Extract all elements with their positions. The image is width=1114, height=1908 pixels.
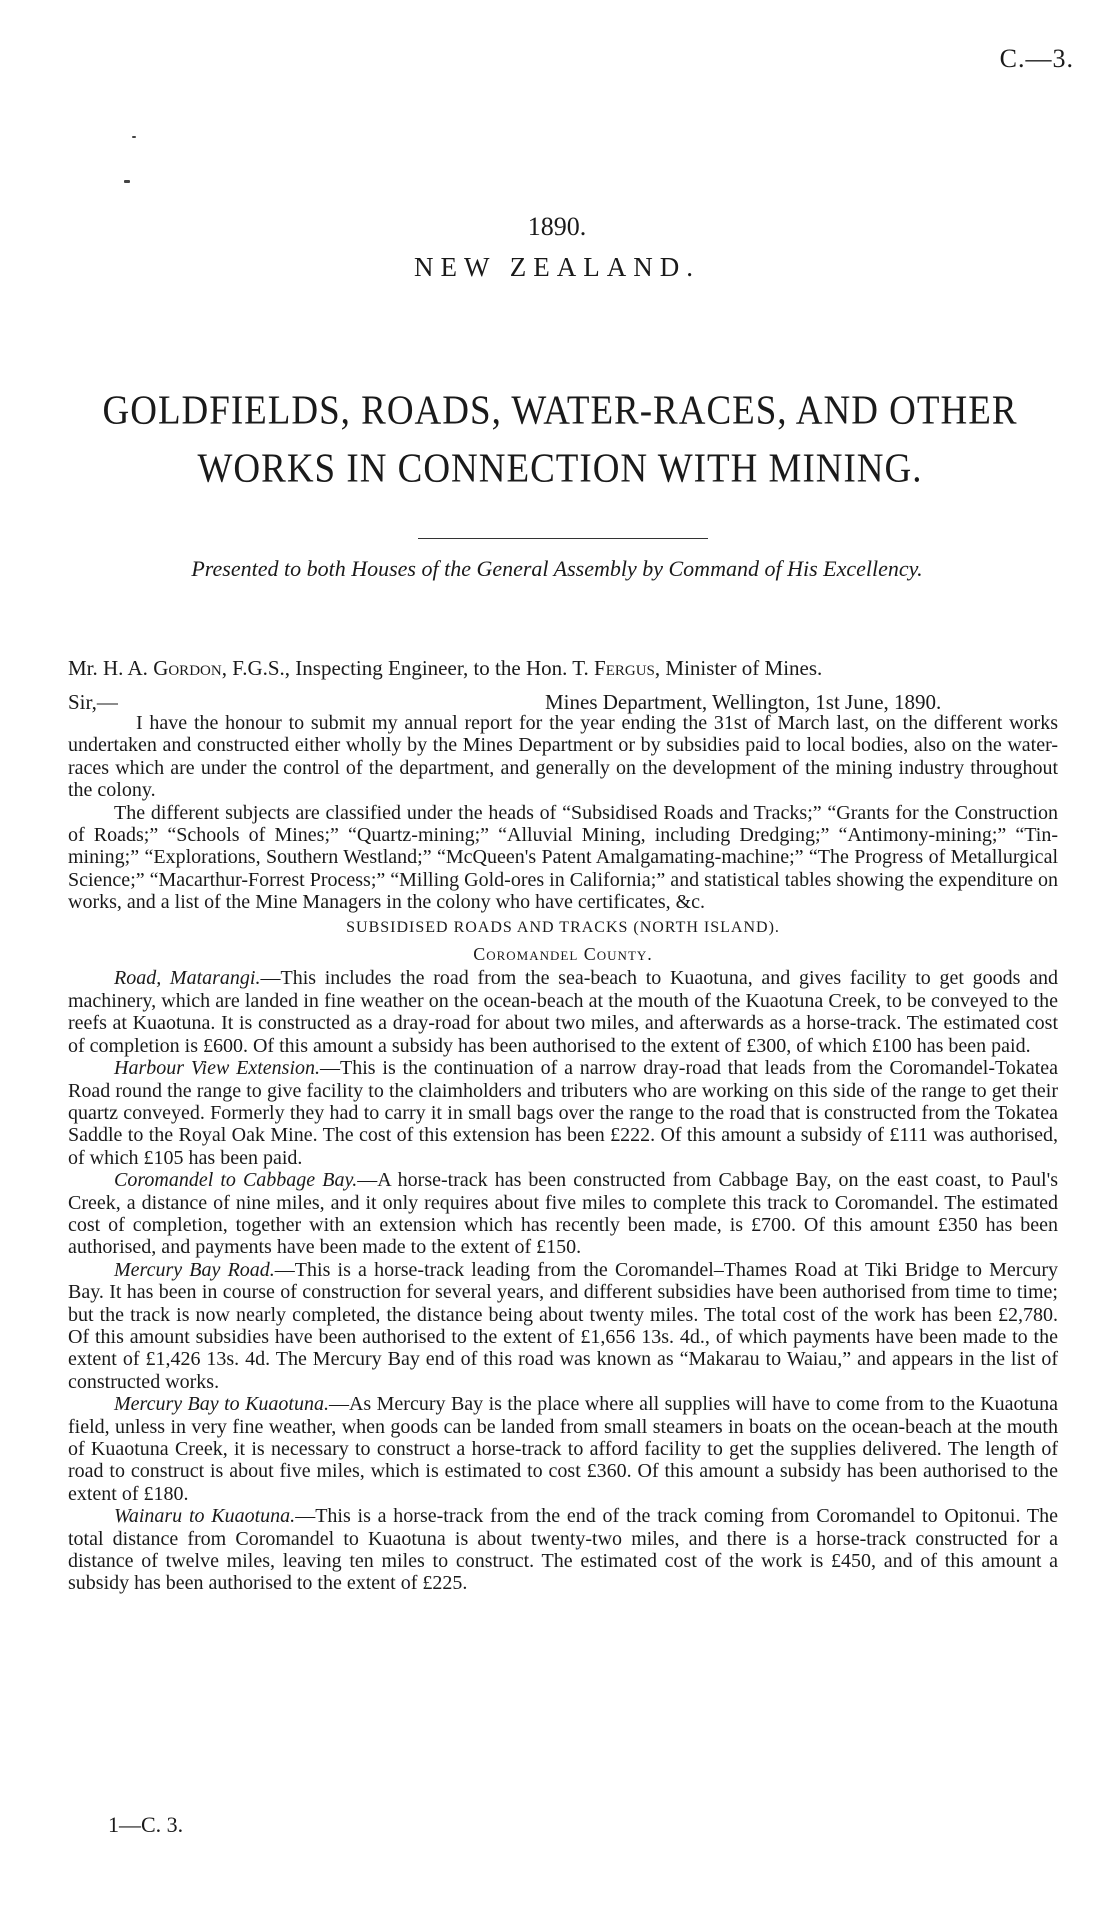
speck-mark bbox=[132, 136, 136, 138]
item-title: Wainaru to Kuaotuna. bbox=[114, 1505, 296, 1528]
item-title: Road, Matarangi. bbox=[114, 967, 261, 990]
section-heading: SUBSIDISED ROADS AND TRACKS (NORTH ISLAND). bbox=[346, 918, 780, 936]
item-text: —As Mercury Bay is the place where all supplies will have to come from to the Kuaotuna field, unless in very fine weather, when goods can be landed from small steamers in boats on the ocean-beach at the mouth of Kuaotuna Creek, it is necessary to construct a horse-track to afford facility to get the supplies delivered. The length of road to construct is about five miles, which is estimated to cost £360. Of this amount a subsidy has been authorised to the extent of £180. bbox=[68, 1393, 1058, 1505]
item-text: —This is a horse-track leading from the Coromandel–Thames Road at Tiki Bridge to Mercury Bay. It has been in course of construction for several years, and different subsidies have been authorised from time to time; but the track is now nearly completed, the distance being about twenty miles. The total cost of the work has been £2,780. Of this amount subsidies have been authorised to the extent of £1,656 13s. 4d., of which payments have been made to the extent of £1,426 13s. 4d. The Mercury Bay end of this road was known as “Makarau to Waiau,” and appears in the list of constructed works. bbox=[68, 1258, 1058, 1393]
addr-prefix: Mr. H. A. bbox=[68, 656, 154, 680]
item-text: —A horse-track has been constructed from Cabbage Bay, on the east coast, to Paul's Creek, a distance of nine miles, and it only requires about five miles to complete this track to Coromandel. The estimated cost of completion, together with an extension which has recently been made, is £700. Of this amount £350 has been authorised, and payments have been made to the extent of £150. bbox=[68, 1169, 1058, 1259]
paragraph-cabbage-bay bbox=[68, 1169, 1058, 1259]
paragraph-mercury-kuaotuna bbox=[68, 1393, 1058, 1505]
salutation: Sir,— bbox=[68, 690, 118, 714]
country-heading: NEW ZEALAND. bbox=[414, 252, 700, 282]
paragraph-road-matarangi bbox=[68, 967, 1058, 1057]
presented-line: Presented to both Houses of the General Assembly by Command of His Excellency. bbox=[191, 556, 923, 581]
addr-middle: , F.G.S., Inspecting Engineer, to the Hon. T. bbox=[221, 656, 595, 680]
dateline: Mines Department, Wellington, 1st June, 1890. bbox=[545, 690, 942, 714]
item-title: Harbour View Extension. bbox=[114, 1057, 321, 1080]
report-body bbox=[68, 712, 1058, 1595]
addr-gordon: Gordon bbox=[153, 656, 222, 680]
addr-end: , Minister of Mines. bbox=[654, 656, 823, 680]
item-title: Mercury Bay to Kuaotuna. bbox=[114, 1393, 329, 1416]
item-title: Coromandel to Cabbage Bay. bbox=[114, 1169, 358, 1192]
paragraph-wainaru-kuaotuna bbox=[68, 1505, 1058, 1595]
address-line bbox=[68, 656, 822, 681]
item-title: Mercury Bay Road. bbox=[114, 1258, 275, 1281]
title-divider bbox=[418, 538, 708, 539]
speck-mark bbox=[124, 180, 130, 183]
item-text: —This is a horse-track from the end of the track coming from Coromandel to Opitonui. The total distance from Coromandel to Kuaotuna is about twenty-two miles, and there is a horse-track constructed for a distance of twelve miles, leaving ten miles to construct. The estimated cost of the work is £450, and of this amount a subsidy has been authorised to the extent of £225. bbox=[68, 1505, 1058, 1595]
paragraph-harbour-view bbox=[68, 1057, 1058, 1169]
report-title: GOLDFIELDS, ROADS, WATER-RACES, AND OTHER WORKS IN CONNECTION WITH MINING. bbox=[102, 387, 1018, 492]
paragraph-subjects: The different subjects are classified under the heads of “Subsidised Roads and Tracks;” “Grants for the Construction of Roads;” “Schools of Mines;” “Quartz-mining;” “Alluvial Mining, including Dredging;” “Antimony-mining;” “Tin-mining;” “Explorations, Southern Westland;” “McQueen's Patent Amalgamating-machine;” “The Progress of Metallurgical Science;” “Macarthur-Forrest Process;” “Milling Gold-ores in California;” and statistical tables showing the expenditure on works, and a list of the Mine Managers in the colony who have certificates, &c. bbox=[68, 801, 1058, 914]
paragraph-intro: I have the honour to submit my annual report for the year ending the 31st of March last, on the different works undertaken and constructed either wholly by the Mines Department or by subsidies paid to local bodies, also on the water-races which are under the control of the department, and generally on the development of the mining industry throughout the colony. bbox=[68, 712, 1058, 802]
item-text: —This is the continuation of a narrow dray-road that leads from the Coromandel-Tokatea Road round the range to give facility to the claimholders and tributers who are working on this side of the range to get their quartz conveyed. Formerly they had to carry it in small bags over the range to the road that is constructed from the Tokatea Saddle to the Royal Oak Mine. The cost of this extension has been £222. Of this amount a subsidy of £111 was authorised, of which £105 has been paid. bbox=[68, 1057, 1059, 1169]
item-text: —This includes the road from the sea-beach to Kuaotuna, and gives facility to get goods and machinery, which are landed in fine weather on the ocean-beach at the mouth of the Kuaotuna Creek, to be conveyed to the reefs at Kuaotuna. It is constructed as a dray-road for about two miles, and afterwards as a horse-track. The estimated cost of completion is £600. Of this amount a subsidy has been authorised to the extent of £300, of which £100 has been paid. bbox=[68, 967, 1058, 1057]
subsection-heading: Coromandel County. bbox=[473, 944, 653, 965]
page-reference: C.—3. bbox=[999, 44, 1074, 73]
addr-fergus: Fergus bbox=[594, 656, 655, 680]
paragraph-mercury-bay-road bbox=[68, 1259, 1058, 1393]
page-signature: 1—C. 3. bbox=[108, 1812, 184, 1837]
report-year: 1890. bbox=[527, 212, 587, 241]
